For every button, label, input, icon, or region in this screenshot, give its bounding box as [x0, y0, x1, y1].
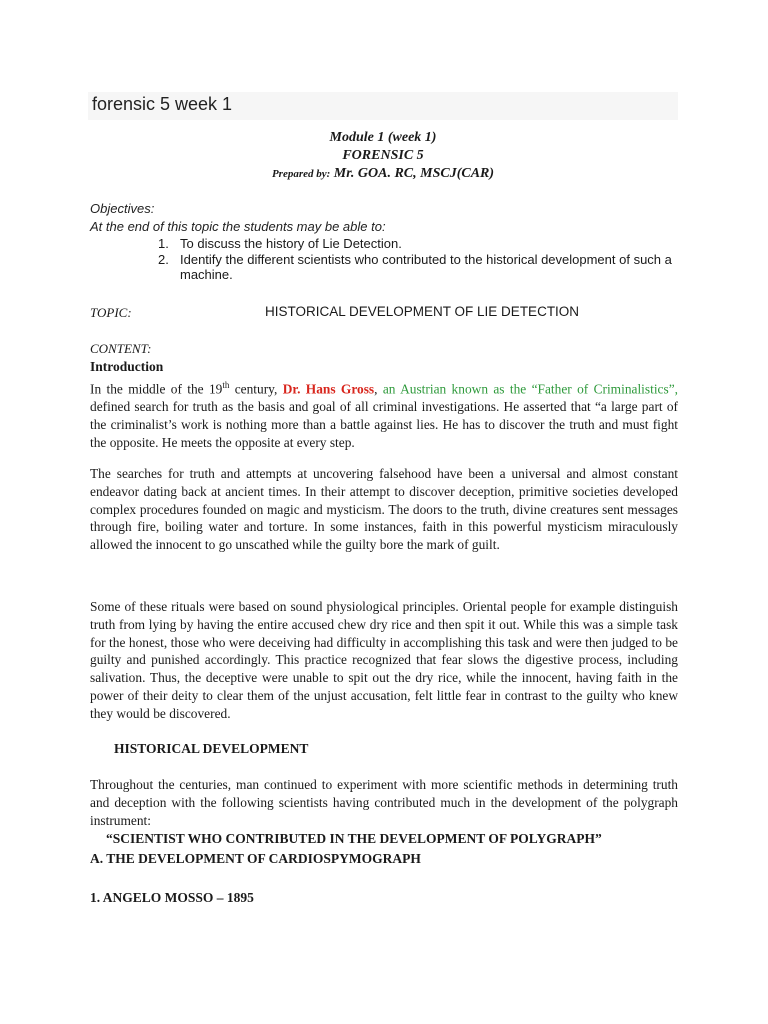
- prepared-by-name: Mr. GOA. RC, MSCJ(CAR): [333, 166, 495, 181]
- document-title-bar: [88, 92, 678, 120]
- objectives-list: [154, 236, 674, 283]
- module-title: Module 1 (week 1): [329, 130, 437, 145]
- document-title: forensic 5 week 1: [92, 94, 233, 114]
- objectives-intro: At the end of this topic the students may be able to:: [90, 219, 386, 234]
- topic-label: TOPIC:: [90, 305, 132, 320]
- course-title: FORENSIC 5: [342, 148, 424, 163]
- introduction-heading: Introduction: [90, 359, 164, 374]
- intro-paragraph-3: Some of these rituals were based on sound physiological principles. Oriental people for example distinguish truth from lying by having the entire accused chew dry rice and then spit it out. While this was a simple task for the honest, those who were deceiving had difficulty in accomplishing this task and were then judged to be guilty and punished accordingly. This practice recognized that fear slows the digestive process, including salivation. Thus, the deceptive were unable to spit out the dry rice, while the innocent, having faith in the power of their deity to clear them of the unjust accusation, felt little fear in contrast to the guilty who knew they would be discovered.: [90, 599, 678, 721]
- scientists-subheading: “SCIENTIST WHO CONTRIBUTED IN THE DEVELOPMENT OF POLYGRAPH”: [106, 831, 602, 846]
- historical-paragraph: Throughout the centuries, man continued to experiment with more scientific methods in determining truth and deception with the following scientists having contributed much in the development of the polygraph instrument:: [90, 777, 678, 828]
- objectives-label: Objectives:: [90, 201, 155, 216]
- father-of-criminalistics: an Austrian known as the “Father of Criminalistics”,: [377, 381, 678, 397]
- prepared-by-label: Prepared by:: [271, 168, 331, 180]
- objective-item: 2. Identify the different scientists who contributed to the historical development of such a machine.: [158, 252, 672, 282]
- topic-value: HISTORICAL DEVELOPMENT OF LIE DETECTION: [265, 304, 580, 319]
- hans-gross-name: Dr. Hans Gross: [282, 381, 375, 397]
- prepared-by: [88, 166, 678, 182]
- content-label: CONTENT:: [90, 341, 152, 356]
- historical-development-heading: HISTORICAL DEVELOPMENT: [114, 741, 309, 756]
- intro-paragraph-2: The searches for truth and attempts at uncovering falsehood have been a universal and almost constant endeavor dating back at ancient times. In their attempt to discover deception, primitive societies developed complex procedures founded on magic and mysticism. The doors to the truth, divine creatures sent messages through fire, boiling water and torture. In some instances, faith in this powerful mysticism miraculously allowed the innocent to go unscathed while the guilty bore the mark of guilt.: [90, 466, 678, 553]
- angelo-mosso-item: 1. ANGELO MOSSO – 1895: [90, 890, 254, 905]
- objective-item: 1. To discuss the history of Lie Detection.: [158, 236, 402, 251]
- intro-paragraph-1: In the middle of the 19th century, Dr. Hans Gross, an Austrian known as the “Father of Criminalistics”, defined search for truth as the basis and goal of all criminal investigations. He asserted that “a large part of the criminalist’s work is nothing more than a battle against lies. He has to discover the truth and must fight the opposite. He meets the opposite at every step.: [90, 380, 678, 450]
- section-a-heading: A. THE DEVELOPMENT OF CARDIOSPYMOGRAPH: [90, 851, 421, 866]
